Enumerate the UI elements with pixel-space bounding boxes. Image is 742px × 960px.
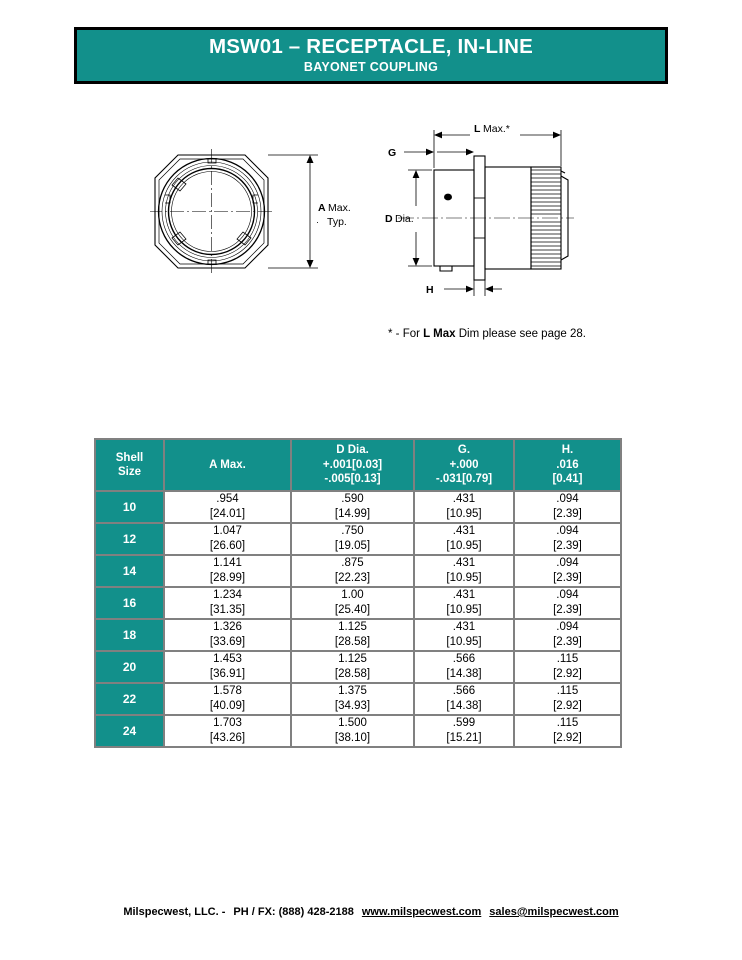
footer-phone-number: (888) 428-2188 [278,906,354,918]
cell-a-max [164,683,291,715]
cell-g [414,619,514,651]
value-millimeters: [2.92] [553,732,582,744]
value-inches: .599 [452,717,476,730]
cell-g [414,651,514,683]
value-inches: .431 [452,621,476,634]
value-inches: .094 [556,589,579,602]
cell-a-max [164,491,291,523]
value-millimeters: [2.92] [553,700,582,712]
value-inches: .115 [556,653,579,666]
value-millimeters: [33.69] [209,636,246,648]
cell-h [514,587,621,619]
footnote-bold-term: L Max [423,328,456,340]
front-view-leader-dot: · [316,217,319,227]
value-inches: .094 [556,493,579,506]
cell-g [414,715,514,747]
page-title-banner [74,27,668,84]
cell-d-dia [291,587,414,619]
footer-phone-label: PH / FX: [233,906,276,918]
cell-a-max [164,715,291,747]
value-millimeters: [28.58] [334,636,371,648]
value-inches: .875 [341,557,364,570]
table-row [95,715,621,747]
value-millimeters: [28.99] [209,572,246,584]
value-millimeters: [22.23] [334,572,371,584]
header-line: [0.41] [552,473,583,486]
table-header-row [95,439,621,491]
cell-a-max [164,619,291,651]
value-millimeters: [31.35] [209,604,246,616]
value-millimeters: [14.99] [334,508,371,520]
footer-website-link[interactable]: www.milspecwest.com [361,906,482,918]
cell-g [414,523,514,555]
cell-d-dia [291,619,414,651]
side-view-label-g: G [388,147,397,159]
value-millimeters: [2.92] [553,668,582,680]
cell-g [414,683,514,715]
header-line: +.001[0.03] [322,458,383,471]
table-row [95,619,621,651]
column-header-a-max [164,439,291,491]
cell-a-max [164,587,291,619]
side-view-label-d-dia: Dia. [395,213,414,225]
value-millimeters: [14.38] [446,700,482,712]
value-millimeters: [10.95] [446,508,482,520]
value-millimeters: [15.21] [446,732,482,744]
value-inches: .094 [556,557,579,570]
value-inches: .431 [452,589,476,602]
value-inches: .750 [341,525,364,538]
header-line: Size [117,466,141,478]
cell-shell-size: 16 [95,587,164,619]
value-inches: 1.703 [213,717,242,730]
header-line: A Max. [209,458,246,471]
cell-a-max [164,555,291,587]
cell-shell-size: 14 [95,555,164,587]
table-row [95,523,621,555]
cell-d-dia [291,491,414,523]
value-inches: 1.047 [213,525,242,538]
cell-d-dia [291,555,414,587]
value-millimeters: [28.58] [334,668,371,680]
footnote-suffix: Dim please see page 28. [455,328,586,340]
cell-h [514,715,621,747]
column-header-shell-size [95,439,164,491]
value-inches: .115 [556,685,579,698]
value-inches: 1.375 [338,685,367,698]
column-header-d-dia [291,439,414,491]
value-inches: .590 [341,493,364,506]
front-view-label-a: A [318,202,326,214]
value-inches: .431 [452,525,476,538]
value-millimeters: [2.39] [553,636,582,648]
value-inches: 1.500 [338,717,367,730]
cell-shell-size: 22 [95,683,164,715]
table-row [95,651,621,683]
header-line: Shell [115,451,144,464]
cell-h [514,523,621,555]
value-millimeters: [10.95] [446,540,482,552]
value-millimeters: [2.39] [553,540,582,552]
cell-g [414,555,514,587]
value-millimeters: [38.10] [334,732,371,744]
value-inches: 1.125 [338,621,367,634]
table-row [95,683,621,715]
value-inches: .115 [556,717,579,730]
value-millimeters: [14.38] [446,668,482,680]
cell-h [514,651,621,683]
cell-d-dia [291,683,414,715]
header-line: -.031[0.79] [435,473,493,486]
cell-a-max [164,523,291,555]
cell-g [414,587,514,619]
cell-shell-size: 24 [95,715,164,747]
value-millimeters: [2.39] [553,572,582,584]
header-line: .016 [556,458,579,471]
page-footer [0,906,742,918]
value-inches: .431 [452,493,476,506]
value-inches: .566 [452,653,476,666]
cell-h [514,619,621,651]
value-millimeters: [10.95] [446,572,482,584]
cell-shell-size: 20 [95,651,164,683]
value-inches: .566 [452,685,476,698]
cell-d-dia [291,651,414,683]
value-millimeters: [10.95] [446,636,482,648]
cell-h [514,491,621,523]
cell-g [414,491,514,523]
cell-shell-size: 18 [95,619,164,651]
value-millimeters: [25.40] [334,604,371,616]
column-header-g [414,439,514,491]
header-line: -.005[0.13] [324,473,381,486]
cell-h [514,683,621,715]
value-inches: .094 [556,621,579,634]
value-millimeters: [40.09] [209,700,246,712]
footer-company: Milspecwest, LLC. - [123,906,226,918]
page-title: MSW01 – RECEPTACLE, IN-LINE [209,34,533,58]
value-inches: 1.453 [213,653,242,666]
value-millimeters: [2.39] [553,508,582,520]
l-max-footnote [388,328,586,340]
value-millimeters: [24.01] [209,508,246,520]
value-inches: .431 [452,557,476,570]
cell-shell-size: 10 [95,491,164,523]
value-millimeters: [2.39] [553,604,582,616]
table-row [95,491,621,523]
value-millimeters: [43.26] [209,732,246,744]
table-row [95,587,621,619]
front-view-label-a-max: Max. [328,202,351,214]
header-line: H. [561,444,574,457]
cell-d-dia [291,523,414,555]
column-header-h [514,439,621,491]
side-view-label-d: D [385,213,393,225]
value-millimeters: [10.95] [446,604,482,616]
value-inches: 1.578 [213,685,242,698]
value-millimeters: [26.60] [209,540,246,552]
value-millimeters: [34.93] [334,700,371,712]
cell-shell-size: 12 [95,523,164,555]
front-view-drawing [150,133,365,293]
side-view-label-h: H [426,284,434,296]
table-row [95,555,621,587]
side-view-label-l: L [474,123,481,135]
value-inches: 1.00 [341,589,364,602]
cell-a-max [164,651,291,683]
value-inches: .094 [556,525,579,538]
table-body [95,491,621,747]
side-view-drawing [378,110,608,305]
value-millimeters: [19.05] [334,540,371,552]
value-inches: 1.326 [213,621,242,634]
footer-email-link[interactable]: sales@milspecwest.com [489,906,619,918]
value-inches: 1.125 [338,653,367,666]
page-subtitle: BAYONET COUPLING [303,60,439,75]
cell-h [514,555,621,587]
value-inches: .954 [216,493,239,506]
cell-d-dia [291,715,414,747]
side-view-label-l-max: Max.* [483,123,510,135]
value-inches: 1.141 [213,557,242,570]
header-line: +.000 [449,458,479,471]
value-inches: 1.234 [213,589,242,602]
value-millimeters: [36.91] [209,668,246,680]
header-line: D Dia. [336,444,369,457]
dimension-table [94,438,622,748]
footnote-prefix: * - For [388,328,424,340]
front-view-label-typ: Typ. [327,216,347,228]
header-line: G. [457,444,471,457]
